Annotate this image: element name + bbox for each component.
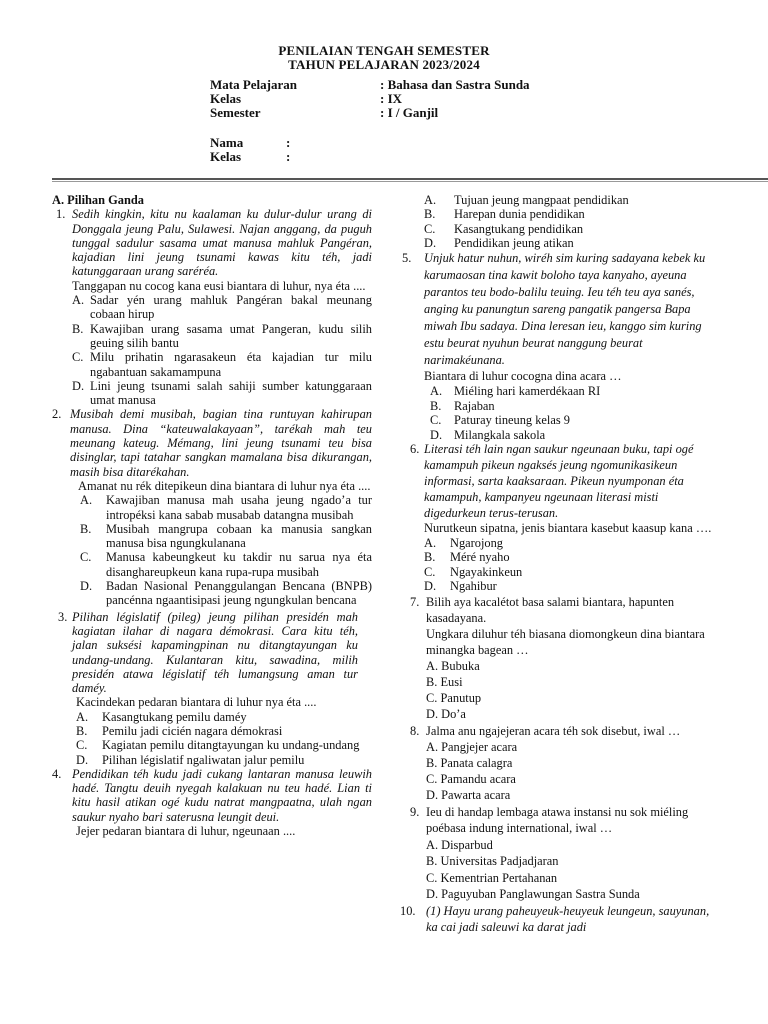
option-b[interactable]: B. Méré nyaho <box>424 550 510 565</box>
question-number: 8. <box>410 723 420 738</box>
question-stem: Ieu di handap lembaga atawa instansi nu sok miéling poébasa indung international, iwal … <box>426 804 689 836</box>
question-number: 4. <box>52 766 62 781</box>
option-a[interactable]: A. Kasangtukang pemilu daméy <box>76 709 247 724</box>
question-number: 3. <box>58 609 68 624</box>
left-column <box>52 193 372 838</box>
academic-year: TAHUN PELAJARAN 2023/2024 <box>288 57 480 72</box>
subject-info <box>210 78 530 120</box>
question-8 <box>398 723 714 803</box>
option-a[interactable]: A. Bubuka <box>426 658 480 673</box>
option-c[interactable]: C. Manusa kabeungkeut ku takdir nu sarua nya éta disanghareupkeun kana rupa-rupa musibah <box>80 550 372 579</box>
option-d[interactable]: D. Badan Nasional Penanggulangan Bencana (BNPB) pancénna ngaantisipasi jeung ngungkulan bencana <box>80 579 372 608</box>
option-a[interactable]: A. Pangjejer acara <box>426 739 518 754</box>
option-b[interactable]: B. Kawajiban urang sasama umat Pangeran, kudu silih geuing silih bantu <box>72 321 372 350</box>
option-d[interactable]: D. Pilihan législatif ngaliwatan jalur pemilu <box>76 752 305 767</box>
exam-title: PENILAIAN TENGAH SEMESTER <box>278 43 490 58</box>
question-stem: Sedih kingkin, kitu nu kaalaman ku dulur-dulur urang di Donggala jeung Palu, Sulawesi. Najan anggang, da puguh tunggal sadulur sasama umat manusa mahluk Pangéran, kajadian lini jeung tsunami kawas kitu téh, jadi katunggaraan urang saréréa. <box>72 207 372 279</box>
question-number: 7. <box>410 594 420 609</box>
question-9 <box>398 804 714 903</box>
option-d[interactable]: D. Lini jeung tsunami salah sahiji sumber katunggaraan umat manusa <box>72 378 372 408</box>
question-prompt: Biantara di luhur cocogna dina acara … <box>424 369 622 384</box>
option-a[interactable]: A. Disparbud <box>426 837 493 852</box>
question-number: 1. <box>56 207 66 222</box>
question-stem: Unjuk hatur nuhun, wiréh sim kuring sadayana kebek ku karumaosan tina kawit boloho taya kanyaho, ayeuna parantos teu bodo-balilu teuing. Ieu téh teu aya sanés, anging ku panungtun sareng pangatik pangersa Bapa miwah Ibu sadaya. Dina leresan ieu, kanggo sim kuring estu beurat nyuhun beurat nanggung beurat narimakéunana. <box>424 251 706 368</box>
option-d[interactable]: D. Paguyuban Panglawungan Sastra Sunda <box>426 887 640 902</box>
meta-semester: Semester : I / Ganjil <box>210 105 439 120</box>
option-b[interactable]: B. Rajaban <box>430 398 495 413</box>
option-d[interactable]: D. Pawarta acara <box>426 787 511 802</box>
question-2 <box>52 407 372 607</box>
option-a[interactable]: A. Sadar yén urang mahluk Pangéran bakal meunang cobaan hirup <box>72 293 372 322</box>
option-c[interactable]: C. Pamandu acara <box>426 771 516 786</box>
question-prompt: Jejer pedaran biantara di luhur, ngeunaan .... <box>76 824 296 839</box>
option-c[interactable]: C. Paturay tineung kelas 9 <box>430 413 570 428</box>
question-prompt: Ungkara diluhur téh biasana diomongkeun dina biantara minangka bagean … <box>426 626 705 657</box>
question-stem: Musibah demi musibah, bagian tina runtuyan kahirupan manusa. Dina “kateuwalakayaan”, tarékah mah teu meunang kateug. Mémang, lini jeung tsunami teu bisa disinglar, tapi tatahar sangkan mamalana bisa dikurangan, masih bisa ditarékahan. <box>70 407 372 479</box>
option-a[interactable]: A. Kawajiban manusa mah usaha jeung ngado’a tur intropéksi kana sabab musabab datangna musibah <box>80 493 372 522</box>
question-1 <box>52 207 372 407</box>
option-c[interactable]: C. Milu prihatin ngarasakeun éta kajadian tur milu ngabantuan sakamampuna <box>72 350 372 379</box>
option-b[interactable]: B. Musibah mangrupa cobaan ka manusia sangkan manusa bisa ngungkulanana <box>80 521 372 551</box>
student-name-field: Nama : <box>210 135 291 150</box>
question-stem: Bilih aya kacalétot basa salami biantara, hapunten kasadayana. <box>426 594 675 625</box>
option-b[interactable]: B. Pemilu jadi cicién nagara démokrasi <box>76 723 283 738</box>
student-identity <box>210 136 290 164</box>
question-number: 2. <box>52 407 62 422</box>
option-c[interactable]: C. Kasangtukang pendidikan <box>424 221 584 236</box>
question-stem: Pilihan législatif (pileg) jeung pilihan presidén mah kagiatan ilahar di nagara démokrasi. Cara kitu téh, jalan suksési kapamingpinan nu ditangtayungan ku undang-undang. Kulantaran kitu, sawadina, milih presidén atawa législatif téh lumangsung aman tur daméy. <box>72 609 358 696</box>
question-prompt: Nurutkeun sipatna, jenis biantara kasebut kaasup kana …. <box>424 521 712 536</box>
option-b[interactable]: B. Universitas Padjadjaran <box>426 854 559 869</box>
question-number: 10. <box>400 903 416 918</box>
option-c[interactable]: C. Kagiatan pemilu ditangtayungan ku undang-undang <box>76 738 360 753</box>
question-7 <box>398 594 714 722</box>
header-divider-thin <box>52 181 768 182</box>
question-number: 5. <box>402 251 412 266</box>
right-column <box>398 193 714 935</box>
option-d[interactable]: D. Do’a <box>426 706 466 721</box>
question-number: 9. <box>410 804 420 819</box>
header-divider <box>52 178 768 180</box>
question-stem: Jalma anu ngajejeran acara téh sok disebut, iwal … <box>426 723 681 738</box>
question-10 <box>398 903 714 935</box>
meta-class: Kelas : IX <box>210 91 403 106</box>
question-prompt: Kacindekan pedaran biantara di luhur nya éta .... <box>76 695 317 710</box>
question-stem: Pendidikan téh kudu jadi cukang lantaran manusa leuwih hadé. Tangtu deuih nyegah kalakuan nu teu hadé. Lian ti kitu hasil atikan ogé kudu natrat mangpaatna, ulah ngan saukur nyaho bari saterusna leungit deui. <box>72 766 372 824</box>
question-6 <box>398 441 714 594</box>
question-stem: Literasi téh lain ngan saukur ngeunaan buku, tapi ogé kamampuh pikeun ngaksés jeung ngomunikasikeun informasi, sarta kaaksaraan. Pikeun nyumponan éta kamampuh, kampanyeu ngeunaan literasi misti digedurkeun terus-terusan. <box>424 442 694 521</box>
question-prompt: Amanat nu rék ditepikeun dina biantara di luhur nya éta .... <box>78 478 371 493</box>
question-number: 6. <box>410 442 420 457</box>
option-b[interactable]: B. Panata calagra <box>426 755 513 770</box>
option-b[interactable]: B. Harepan dunia pendidikan <box>424 207 585 222</box>
option-b[interactable]: B. Eusi <box>426 674 463 689</box>
option-a[interactable]: A. Miéling hari kamerdékaan RI <box>430 384 601 399</box>
question-3 <box>52 610 372 767</box>
option-d[interactable]: D. Milangkala sakola <box>430 427 546 442</box>
question-5 <box>398 250 714 442</box>
option-d[interactable]: D. Pendidikan jeung atikan <box>424 235 574 250</box>
question-4-options <box>398 193 714 250</box>
option-c[interactable]: C. Kementrian Pertahanan <box>426 870 558 885</box>
option-a[interactable]: A. Ngarojong <box>424 535 503 550</box>
question-4 <box>52 767 372 838</box>
question-stem: (1) Hayu urang paheuyeuk-heuyeuk leungeun, sauyunan, ka cai jadi saleuwi ka darat jadi <box>426 903 710 934</box>
option-a[interactable]: A. Tujuan jeung mangpaat pendidikan <box>424 193 629 207</box>
meta-subject: Mata Pelajaran : Bahasa dan Sastra Sunda <box>210 77 530 92</box>
question-prompt: Tanggapan nu cocog kana eusi biantara di luhur, nya éta .... <box>72 278 366 293</box>
exam-header <box>0 43 768 164</box>
option-c[interactable]: C. Ngayakinkeun <box>424 564 523 579</box>
section-title: A. Pilihan Ganda <box>52 193 144 207</box>
option-c[interactable]: C. Panutup <box>426 690 482 705</box>
student-class-field: Kelas : <box>210 149 291 164</box>
option-d[interactable]: D. Ngahibur <box>424 579 497 594</box>
